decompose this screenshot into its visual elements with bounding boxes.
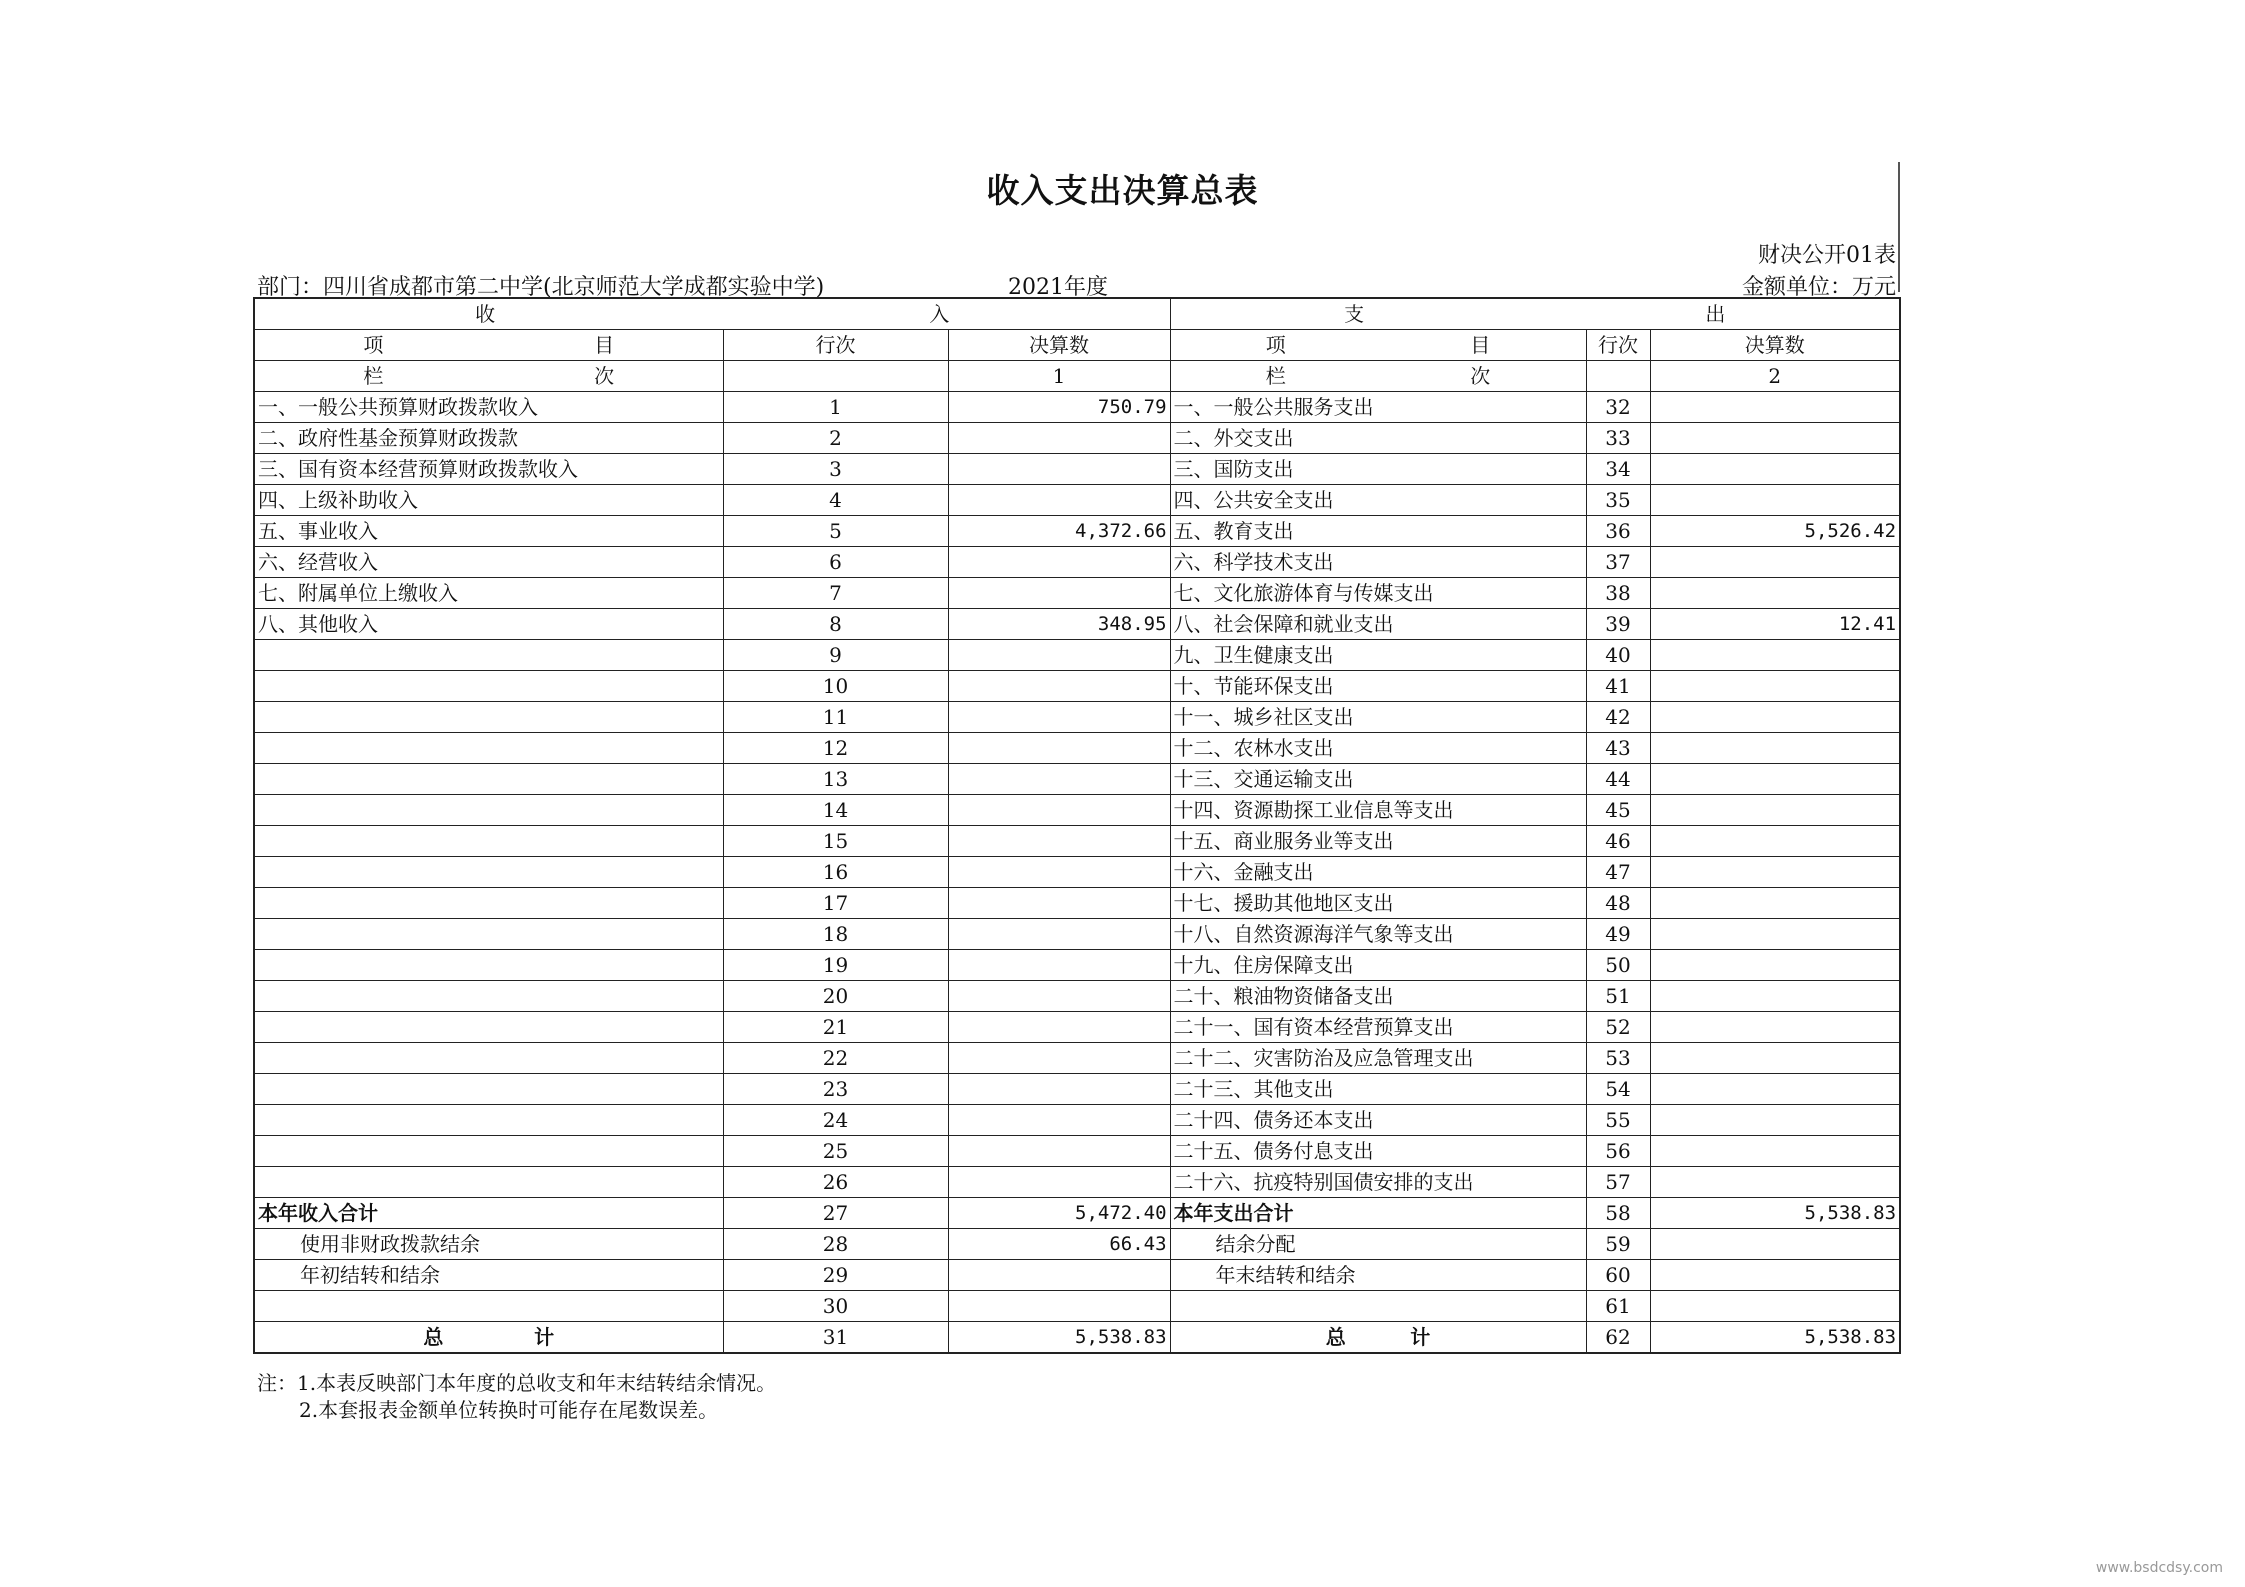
expense-amount	[1650, 919, 1900, 950]
form-number: 财决公开01表	[1758, 243, 1896, 268]
margin-line	[1898, 162, 1900, 292]
table-row	[254, 981, 1900, 1012]
expense-row-number: 39	[1586, 609, 1650, 640]
expense-row-number: 51	[1586, 981, 1650, 1012]
expense-row-number: 60	[1586, 1260, 1650, 1291]
expense-row-number: 35	[1586, 485, 1650, 516]
income-total-amount: 5,538.83	[948, 1322, 1170, 1354]
expense-column-number: 2	[1650, 361, 1900, 392]
expense-row-number: 36	[1586, 516, 1650, 547]
income-amount	[948, 702, 1170, 733]
expense-item: 十九、住房保障支出	[1170, 950, 1586, 981]
expense-item: 十一、城乡社区支出	[1170, 702, 1586, 733]
expense-item: 二十五、债务付息支出	[1170, 1136, 1586, 1167]
income-row-number: 21	[723, 1012, 948, 1043]
income-amount	[948, 640, 1170, 671]
expense-item: 十二、农林水支出	[1170, 733, 1586, 764]
income-amount	[948, 1136, 1170, 1167]
expense-row-number: 48	[1586, 888, 1650, 919]
expense-amount	[1650, 1260, 1900, 1291]
income-row-number: 16	[723, 857, 948, 888]
income-item	[254, 950, 723, 981]
income-row-number: 10	[723, 671, 948, 702]
expense-item: 二十、粮油物资储备支出	[1170, 981, 1586, 1012]
income-amount	[948, 733, 1170, 764]
table-row	[254, 1136, 1900, 1167]
income-amount-header: 决算数	[948, 330, 1170, 361]
expense-item: 十八、自然资源海洋气象等支出	[1170, 919, 1586, 950]
expense-amount	[1650, 826, 1900, 857]
income-amount: 4,372.66	[948, 516, 1170, 547]
expense-amount	[1650, 702, 1900, 733]
expense-item: 二、外交支出	[1170, 423, 1586, 454]
income-total-label-char-2: 计	[534, 1325, 555, 1349]
expense-amount	[1650, 857, 1900, 888]
expense-item: 一、一般公共服务支出	[1170, 392, 1586, 423]
expense-row-number: 54	[1586, 1074, 1650, 1105]
income-item: 五、事业收入	[254, 516, 723, 547]
income-item	[254, 1167, 723, 1198]
income-row-number: 30	[723, 1291, 948, 1322]
income-amount	[948, 578, 1170, 609]
income-item	[254, 981, 723, 1012]
footnote: 注：1.本表反映部门本年度的总收支和年末结转结余情况。	[257, 1371, 777, 1395]
table-row	[254, 826, 1900, 857]
expense-amount	[1650, 423, 1900, 454]
income-row-number: 26	[723, 1167, 948, 1198]
expense-amount: 5,538.83	[1650, 1198, 1900, 1229]
table-row	[254, 1167, 1900, 1198]
column-number-row	[254, 361, 1900, 392]
income-amount	[948, 1167, 1170, 1198]
income-amount: 66.43	[948, 1229, 1170, 1260]
income-header-char-2: 入	[929, 302, 950, 326]
income-item: 年初结转和结余	[254, 1260, 723, 1291]
income-item: 四、上级补助收入	[254, 485, 723, 516]
expense-item: 二十四、债务还本支出	[1170, 1105, 1586, 1136]
expense-row-number: 58	[1586, 1198, 1650, 1229]
income-item	[254, 919, 723, 950]
income-item	[254, 1105, 723, 1136]
expense-item: 七、文化旅游体育与传媒支出	[1170, 578, 1586, 609]
income-item-header	[254, 330, 723, 361]
expense-item: 十七、援助其他地区支出	[1170, 888, 1586, 919]
income-row-number: 5	[723, 516, 948, 547]
income-amount	[948, 1074, 1170, 1105]
income-row-number: 27	[723, 1198, 948, 1229]
income-row-number: 13	[723, 764, 948, 795]
expense-item: 三、国防支出	[1170, 454, 1586, 485]
expense-row-number: 57	[1586, 1167, 1650, 1198]
income-row-number: 9	[723, 640, 948, 671]
expense-row-number: 42	[1586, 702, 1650, 733]
expense-amount	[1650, 950, 1900, 981]
income-header-char-1: 收	[475, 302, 496, 326]
income-row-number: 17	[723, 888, 948, 919]
expense-amount	[1650, 578, 1900, 609]
table-row	[254, 1260, 1900, 1291]
income-total-label	[254, 1322, 723, 1354]
expense-row-number: 40	[1586, 640, 1650, 671]
expense-total-label-char-1: 总	[1325, 1325, 1346, 1349]
income-item	[254, 1291, 723, 1322]
income-amount	[948, 423, 1170, 454]
expense-column-rowno-blank	[1586, 361, 1650, 392]
item-header-char-2: 目	[1470, 333, 1491, 357]
income-total-label-char-1: 总	[423, 1325, 444, 1349]
section-header-row	[254, 298, 1900, 330]
income-amount	[948, 547, 1170, 578]
expense-row-number: 43	[1586, 733, 1650, 764]
page-title: 收入支出决算总表	[986, 171, 1259, 210]
expense-total-label-char-2: 计	[1410, 1325, 1431, 1349]
expense-row-number: 52	[1586, 1012, 1650, 1043]
expense-amount	[1650, 671, 1900, 702]
income-row-number: 6	[723, 547, 948, 578]
table-row	[254, 857, 1900, 888]
expense-item: 年末结转和结余	[1170, 1260, 1586, 1291]
income-item	[254, 1136, 723, 1167]
expense-amount	[1650, 888, 1900, 919]
department-label: 部门：四川省成都市第二中学(北京师范大学成都实验中学)	[257, 275, 825, 300]
income-amount	[948, 1260, 1170, 1291]
table-row	[254, 1074, 1900, 1105]
income-column-number: 1	[948, 361, 1170, 392]
income-amount	[948, 950, 1170, 981]
table-row	[254, 671, 1900, 702]
expense-row-number: 53	[1586, 1043, 1650, 1074]
income-item	[254, 640, 723, 671]
budget-table	[253, 297, 1901, 1354]
expense-amount	[1650, 733, 1900, 764]
item-header-char-2: 目	[594, 333, 615, 357]
income-row-number: 1	[723, 392, 948, 423]
income-amount: 348.95	[948, 609, 1170, 640]
expense-row-number: 46	[1586, 826, 1650, 857]
table-row	[254, 454, 1900, 485]
table-row	[254, 950, 1900, 981]
income-row-number: 11	[723, 702, 948, 733]
expense-item: 本年支出合计	[1170, 1198, 1586, 1229]
expense-item: 十四、资源勘探工业信息等支出	[1170, 795, 1586, 826]
expense-item-header	[1170, 330, 1586, 361]
income-item	[254, 795, 723, 826]
fiscal-year: 2021年度	[1008, 275, 1108, 300]
table-row	[254, 547, 1900, 578]
table-row	[254, 1291, 1900, 1322]
expense-header-char-2: 出	[1705, 302, 1726, 326]
income-row-number: 19	[723, 950, 948, 981]
income-row-number: 25	[723, 1136, 948, 1167]
income-item: 七、附属单位上缴收入	[254, 578, 723, 609]
income-item	[254, 857, 723, 888]
table-row	[254, 1012, 1900, 1043]
income-row-number: 23	[723, 1074, 948, 1105]
expense-amount	[1650, 485, 1900, 516]
expense-row-number: 34	[1586, 454, 1650, 485]
expense-amount	[1650, 454, 1900, 485]
expense-total-amount: 5,538.83	[1650, 1322, 1900, 1354]
watermark: www.bsdcdsy.com	[2095, 1560, 2223, 1576]
expense-row-number: 44	[1586, 764, 1650, 795]
table-row	[254, 609, 1900, 640]
column-label-char-2: 次	[1470, 364, 1491, 388]
income-item	[254, 764, 723, 795]
income-item	[254, 826, 723, 857]
table-row	[254, 640, 1900, 671]
amount-unit: 金额单位：万元	[1741, 275, 1896, 300]
expense-amount	[1650, 764, 1900, 795]
income-item: 二、政府性基金预算财政拨款	[254, 423, 723, 454]
expense-row-number: 45	[1586, 795, 1650, 826]
footnote: 2.本套报表金额单位转换时可能存在尾数误差。	[299, 1398, 719, 1422]
column-header-row	[254, 330, 1900, 361]
expense-amount	[1650, 981, 1900, 1012]
column-label-char-1: 栏	[363, 364, 384, 388]
income-amount	[948, 919, 1170, 950]
income-column-rowno-blank	[723, 361, 948, 392]
income-row-number: 28	[723, 1229, 948, 1260]
income-amount	[948, 764, 1170, 795]
income-row-number: 18	[723, 919, 948, 950]
income-item: 使用非财政拨款结余	[254, 1229, 723, 1260]
expense-amount	[1650, 1167, 1900, 1198]
income-row-number: 22	[723, 1043, 948, 1074]
income-section-header	[254, 298, 1170, 330]
income-item	[254, 733, 723, 764]
expense-item: 八、社会保障和就业支出	[1170, 609, 1586, 640]
expense-item: 十六、金融支出	[1170, 857, 1586, 888]
table-row	[254, 1105, 1900, 1136]
income-item	[254, 702, 723, 733]
expense-row-number: 49	[1586, 919, 1650, 950]
income-rowno-header: 行次	[723, 330, 948, 361]
income-item: 本年收入合计	[254, 1198, 723, 1229]
expense-row-number: 33	[1586, 423, 1650, 454]
expense-item: 四、公共安全支出	[1170, 485, 1586, 516]
table-row	[254, 1198, 1900, 1229]
income-row-number: 4	[723, 485, 948, 516]
table-row	[254, 392, 1900, 423]
expense-total-label	[1170, 1322, 1586, 1354]
expense-amount	[1650, 1012, 1900, 1043]
table-row	[254, 578, 1900, 609]
income-row-number: 24	[723, 1105, 948, 1136]
expense-item: 二十二、灾害防治及应急管理支出	[1170, 1043, 1586, 1074]
expense-item: 二十六、抗疫特别国债安排的支出	[1170, 1167, 1586, 1198]
income-amount	[948, 857, 1170, 888]
income-item: 六、经营收入	[254, 547, 723, 578]
income-amount	[948, 485, 1170, 516]
income-amount: 750.79	[948, 392, 1170, 423]
expense-amount	[1650, 1291, 1900, 1322]
income-row-number: 31	[723, 1322, 948, 1354]
expense-row-number: 59	[1586, 1229, 1650, 1260]
income-row-number: 8	[723, 609, 948, 640]
expense-row-number: 37	[1586, 547, 1650, 578]
income-item	[254, 1074, 723, 1105]
table-row	[254, 764, 1900, 795]
income-amount	[948, 888, 1170, 919]
income-item	[254, 1012, 723, 1043]
grand-total-row	[254, 1322, 1900, 1354]
expense-row-number: 61	[1586, 1291, 1650, 1322]
expense-rowno-header: 行次	[1586, 330, 1650, 361]
table-row	[254, 888, 1900, 919]
income-amount	[948, 826, 1170, 857]
table-row	[254, 702, 1900, 733]
expense-amount	[1650, 1074, 1900, 1105]
item-header-char-1: 项	[1265, 333, 1286, 357]
table-row	[254, 423, 1900, 454]
expense-item: 十三、交通运输支出	[1170, 764, 1586, 795]
table-row	[254, 795, 1900, 826]
income-row-number: 14	[723, 795, 948, 826]
footnotes	[257, 1370, 776, 1424]
income-item	[254, 1043, 723, 1074]
expense-item: 十、节能环保支出	[1170, 671, 1586, 702]
income-amount	[948, 1012, 1170, 1043]
expense-amount	[1650, 1229, 1900, 1260]
expense-section-header	[1170, 298, 1900, 330]
income-item: 八、其他收入	[254, 609, 723, 640]
expense-amount	[1650, 1105, 1900, 1136]
income-amount: 5,472.40	[948, 1198, 1170, 1229]
expense-amount	[1650, 1136, 1900, 1167]
income-row-number: 29	[723, 1260, 948, 1291]
expense-amount-header: 决算数	[1650, 330, 1900, 361]
income-amount	[948, 671, 1170, 702]
expense-item: 二十一、国有资本经营预算支出	[1170, 1012, 1586, 1043]
expense-amount	[1650, 1043, 1900, 1074]
table-row	[254, 516, 1900, 547]
expense-item: 六、科学技术支出	[1170, 547, 1586, 578]
expense-row-number: 41	[1586, 671, 1650, 702]
expense-item: 结余分配	[1170, 1229, 1586, 1260]
income-amount	[948, 795, 1170, 826]
table-row	[254, 733, 1900, 764]
table-row	[254, 485, 1900, 516]
expense-item: 二十三、其他支出	[1170, 1074, 1586, 1105]
income-amount	[948, 1105, 1170, 1136]
column-label-char-2: 次	[594, 364, 615, 388]
expense-amount	[1650, 640, 1900, 671]
expense-item: 五、教育支出	[1170, 516, 1586, 547]
expense-item	[1170, 1291, 1586, 1322]
income-row-number: 20	[723, 981, 948, 1012]
income-item: 三、国有资本经营预算财政拨款收入	[254, 454, 723, 485]
table-row	[254, 919, 1900, 950]
income-amount	[948, 454, 1170, 485]
expense-amount: 12.41	[1650, 609, 1900, 640]
income-item	[254, 671, 723, 702]
expense-row-number: 32	[1586, 392, 1650, 423]
expense-row-number: 47	[1586, 857, 1650, 888]
expense-header-char-1: 支	[1344, 302, 1365, 326]
item-header-char-1: 项	[363, 333, 384, 357]
income-row-number: 3	[723, 454, 948, 485]
expense-amount	[1650, 392, 1900, 423]
income-amount	[948, 1043, 1170, 1074]
income-row-number: 12	[723, 733, 948, 764]
expense-row-number: 55	[1586, 1105, 1650, 1136]
income-column-label	[254, 361, 723, 392]
expense-amount	[1650, 547, 1900, 578]
column-label-char-1: 栏	[1265, 364, 1286, 388]
expense-row-number: 38	[1586, 578, 1650, 609]
income-row-number: 2	[723, 423, 948, 454]
income-amount	[948, 1291, 1170, 1322]
expense-column-label	[1170, 361, 1586, 392]
income-item: 一、一般公共预算财政拨款收入	[254, 392, 723, 423]
expense-row-number: 50	[1586, 950, 1650, 981]
expense-item: 十五、商业服务业等支出	[1170, 826, 1586, 857]
table-body	[254, 298, 1900, 1353]
income-row-number: 15	[723, 826, 948, 857]
expense-amount: 5,526.42	[1650, 516, 1900, 547]
expense-row-number: 56	[1586, 1136, 1650, 1167]
table-row	[254, 1229, 1900, 1260]
income-amount	[948, 981, 1170, 1012]
income-item	[254, 888, 723, 919]
income-row-number: 7	[723, 578, 948, 609]
expense-item: 九、卫生健康支出	[1170, 640, 1586, 671]
expense-row-number: 62	[1586, 1322, 1650, 1354]
expense-amount	[1650, 795, 1900, 826]
table-row	[254, 1043, 1900, 1074]
